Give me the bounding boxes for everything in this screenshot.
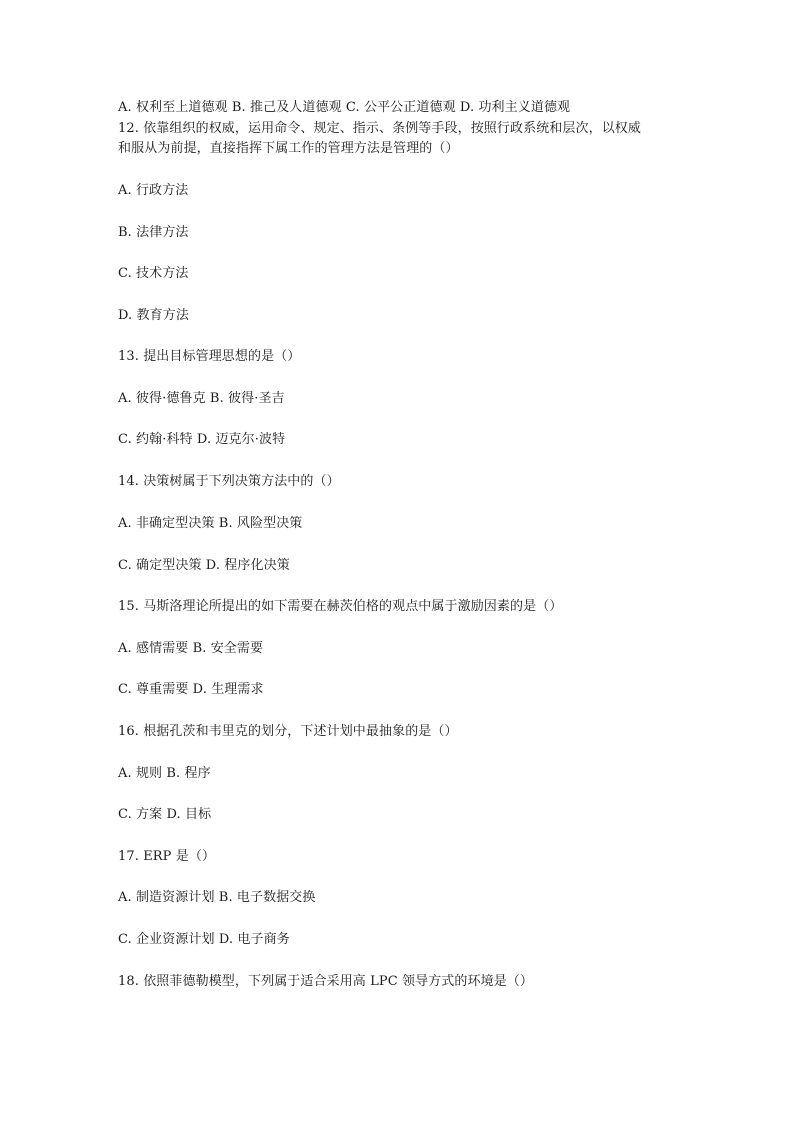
q16-options-cd: C. 方案 D. 目标	[118, 807, 212, 822]
q14-options-ab: A. 非确定型决策 B. 风险型决策	[118, 516, 303, 531]
q12-option-b: B. 法律方法	[118, 225, 189, 240]
q16-options-ab: A. 规则 B. 程序	[118, 766, 211, 781]
q17-options-ab: A. 制造资源计划 B. 电子数据交换	[118, 890, 316, 905]
q18-stem: 18. 依照菲德勒模型，下列属于适合采用高 LPC 领导方式的环境是（）	[118, 974, 533, 989]
q16-stem: 16. 根据孔茨和韦里克的划分，下述计划中最抽象的是（）	[118, 724, 458, 739]
q14-options-cd: C. 确定型决策 D. 程序化决策	[118, 558, 290, 573]
q12-stem-line2: 和服从为前提，直接指挥下属工作的管理方法是管理的（）	[118, 141, 459, 156]
q17-options-cd: C. 企业资源计划 D. 电子商务	[118, 932, 290, 947]
q15-stem: 15. 马斯洛理论所提出的如下需要在赫茨伯格的观点中属于激励因素的是（）	[118, 599, 563, 614]
q14-stem: 14. 决策树属于下列决策方法中的（）	[118, 474, 340, 489]
q11-options: A. 权利至上道德观 B. 推己及人道德观 C. 公平公正道德观 D. 功利主义道德观	[118, 100, 571, 115]
q15-options-ab: A. 感情需要 B. 安全需要	[118, 641, 264, 656]
q15-options-cd: C. 尊重需要 D. 生理需求	[118, 682, 264, 697]
q17-stem: 17. ERP 是（）	[118, 849, 216, 864]
q12-option-d: D. 教育方法	[118, 308, 189, 323]
q12-option-c: C. 技术方法	[118, 266, 189, 281]
q13-options-cd: C. 约翰·科特 D. 迈克尔·波特	[118, 432, 286, 447]
q13-options-ab: A. 彼得·德鲁克 B. 彼得·圣吉	[118, 391, 285, 406]
q12-stem-line1: 12. 依靠组织的权威，运用命令、规定、指示、条例等手段，按照行政系统和层次，以权威	[118, 121, 642, 136]
q13-stem: 13. 提出目标管理思想的是（）	[118, 349, 301, 364]
q12-option-a: A. 行政方法	[118, 183, 189, 198]
